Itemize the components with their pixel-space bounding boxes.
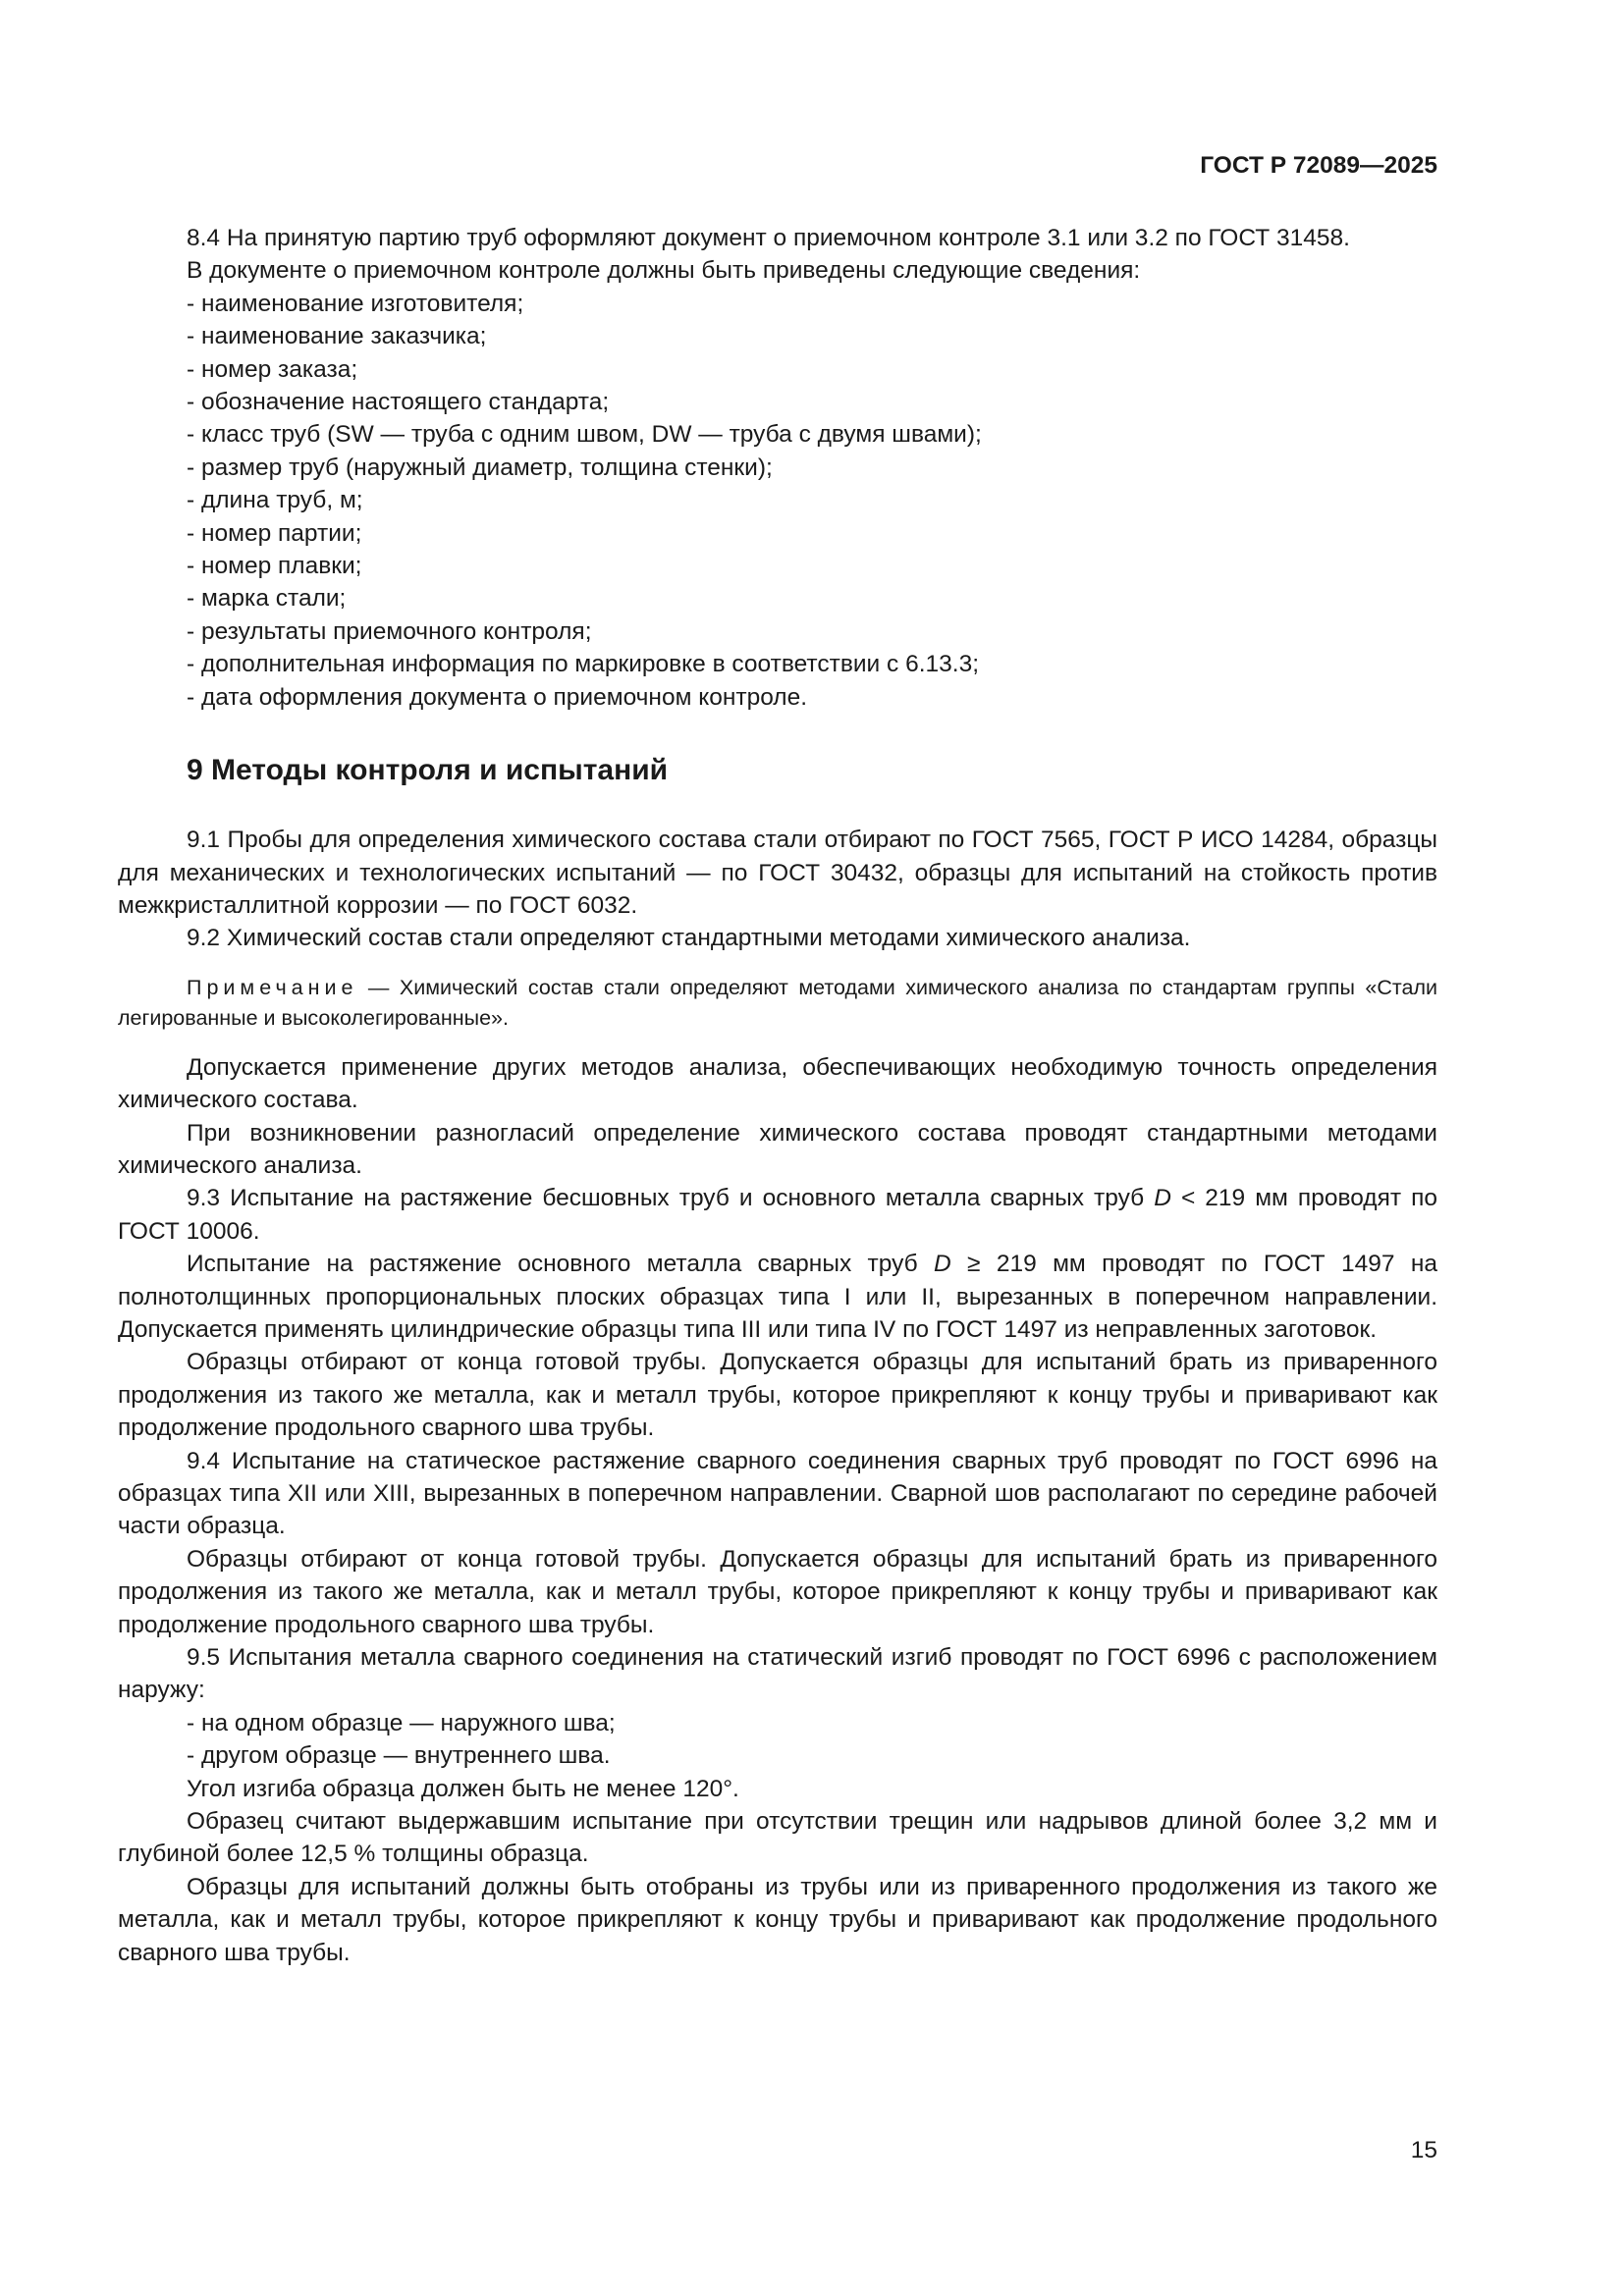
para-taken: Образцы для испытаний должны быть отобраны из трубы или из приваренного продолжения из такого же металла, как и металл трубы, которое прикрепляют к концу трубы и приваривают как продолжение продольного сварного шва трубы. — [118, 1873, 1437, 1966]
section-heading: 9 Методы контроля и испытаний — [187, 754, 669, 787]
clause-9-3 — [118, 1182, 1437, 1248]
diameter-symbol: D — [1154, 1185, 1171, 1212]
list-item: - номер плавки; — [187, 553, 362, 580]
text: 9.3 Испытание на растяжение бесшовных труб и основного металла сварных труб — [187, 1185, 1155, 1212]
note-label: Примечание — [187, 975, 358, 999]
clause-9-1: 9.1 Пробы для определения химического состава стали отбирают по ГОСТ 7565, ГОСТ Р ИСО 14284, образцы для механических и технологических испытаний — по ГОСТ 30432, образцы для испытаний на стойкость против межкристаллитной коррозии — по ГОСТ 6032. — [118, 827, 1437, 919]
list-item: - класс труб (SW — труба с одним швом, DW — труба с двумя швами); — [187, 421, 982, 449]
list-item: - номер партии; — [187, 519, 362, 547]
list-item: - длина труб, м; — [187, 487, 363, 514]
list-item: - размер труб (наружный диаметр, толщина стенки); — [187, 454, 773, 481]
text: < 219 мм проводят по ГОСТ 10006. — [118, 1185, 1437, 1245]
para-samples-2: Образцы отбирают от конца готовой трубы. Допускается образцы для испытаний брать из приваренного продолжения из такого же металла, как и металл трубы, которое прикрепляют к концу трубы и приваривают как продолжение продольного сварного шва трубы. — [118, 1545, 1437, 1638]
clause-9-4: 9.4 Испытание на статическое растяжение сварного соединения сварных труб проводят по ГОСТ 6996 на образцах типа XII или XIII, вырезанных в поперечном направлении. Сварной шов располагают по середине рабочей части образца. — [118, 1447, 1437, 1540]
clause-9-2: 9.2 Химический состав стали определяют стандартными методами химического анализа. — [187, 925, 1191, 952]
para-passed: Образец считают выдержавшим испытание при отсутствии трещин или надрывов длиной более 3,2 мм и глубиной более 12,5 % толщины образца. — [118, 1808, 1437, 1868]
doc-intro: В документе о приемочном контроле должны быть приведены следующие сведения: — [187, 257, 1141, 285]
list-item: - другом образце — внутреннего шва. — [187, 1742, 611, 1770]
text: Испытание на растяжение основного металла сварных труб — [187, 1251, 935, 1278]
diameter-symbol: D — [934, 1251, 951, 1278]
list-item: - обозначение настоящего стандарта; — [187, 389, 610, 416]
list-item: - дополнительная информация по маркировке в соответствии с 6.13.3; — [187, 651, 980, 678]
page-number: 15 — [1410, 2137, 1437, 2163]
page-content — [118, 222, 1437, 1969]
list-item: - на одном образце — наружного шва; — [187, 1709, 616, 1736]
document-header: ГОСТ Р 72089—2025 — [1200, 152, 1437, 179]
note — [118, 973, 1437, 1034]
list-item: - наименование заказчика; — [187, 323, 487, 350]
list-item: - результаты приемочного контроля; — [187, 617, 592, 645]
clause-9-5: 9.5 Испытания металла сварного соединения на статический изгиб проводят по ГОСТ 6996 с расположением наружу: — [118, 1644, 1437, 1704]
para-samples-1: Образцы отбирают от конца готовой трубы. Допускается образцы для испытаний брать из приваренного продолжения из такого же металла, как и металл трубы, которое прикрепляют к концу трубы и приваривают как продолжение продольного сварного шва трубы. — [118, 1349, 1437, 1442]
list-item: - наименование изготовителя; — [187, 290, 524, 317]
list-item: - марка стали; — [187, 585, 347, 613]
para-allow: Допускается применение других методов анализа, обеспечивающих необходимую точность определения химического состава. — [118, 1053, 1437, 1114]
para-tensile — [118, 1248, 1437, 1346]
para-angle: Угол изгиба образца должен быть не менее 120°. — [187, 1775, 739, 1802]
para-dispute: При возникновении разногласий определение химического состава проводят стандартными методами химического анализа. — [118, 1119, 1437, 1179]
list-item: - номер заказа; — [187, 355, 358, 383]
text: ≥ 219 мм проводят по ГОСТ 1497 на полнотолщинных пропорциональных плоских образцах типа I или II, вырезанных в поперечном направлении. Допускается применять цилиндрические образцы типа III или типа IV по ГОСТ 1497 из неправленных заготовок. — [118, 1251, 1437, 1343]
list-item: - дата оформления документа о приемочном контроле. — [187, 683, 808, 711]
note-text: — Химический состав стали определяют методами химического анализа по стандартам группы «Стали легированные и высоколегированные». — [118, 975, 1437, 1030]
clause-8-4: 8.4 На принятую партию труб оформляют документ о приемочном контроле 3.1 или 3.2 по ГОСТ 31458. — [187, 225, 1350, 251]
